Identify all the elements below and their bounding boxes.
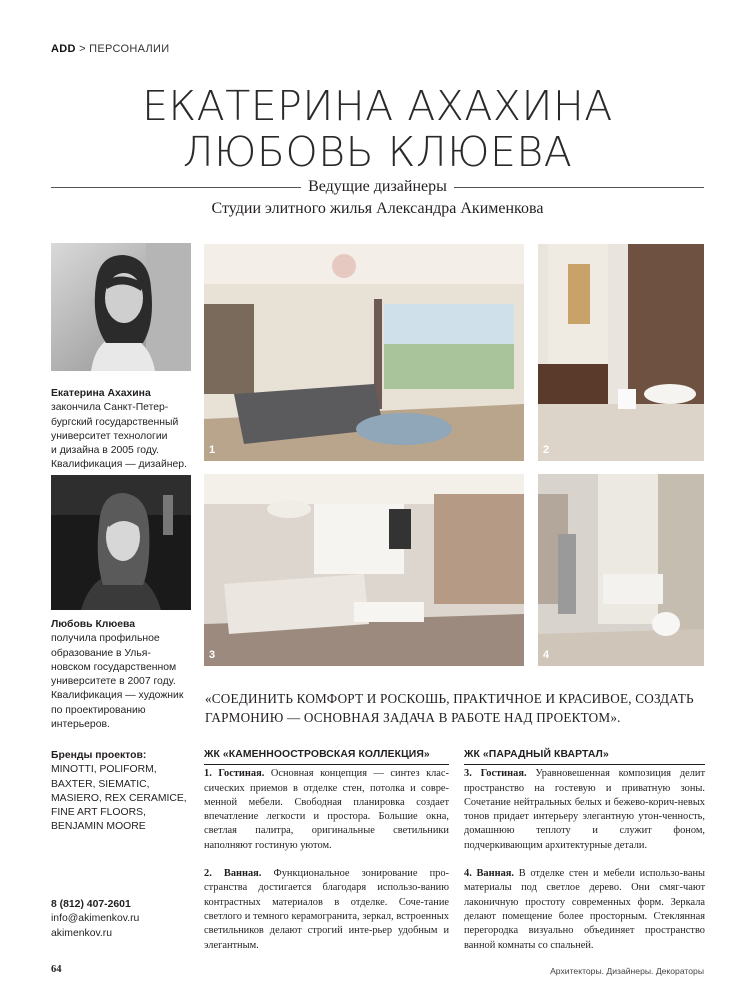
paragraph-lead: 4. Ванная. [464,868,515,880]
designer-name: Екатерина Ахахина [51,388,151,399]
photo-number: 3 [209,649,216,661]
brands-line: MINOTTI, POLIFORM, [51,764,157,776]
photo-number: 4 [543,649,550,661]
paragraph-lead: 3. Гостиная. [464,768,527,780]
subtitle-line-1: Ведущие дизайнеры [0,178,755,196]
brands-line: FINE ART FLOORS, [51,807,146,819]
project-paragraph [464,867,705,953]
project-photo-3 [204,474,524,666]
paragraph-text: Основная концепция — синтез клас-сических приемов в отделке стен, потолка и совре-менной мебели. Свободная планировка создает впечатление легкости и простора. Большие окна, светлая палитра, оригинальные светильники наполняют гостиную уютом. [204,768,449,851]
bio-line: бургский государственный [51,416,179,428]
portrait-ekaterina-akhakhina [51,243,191,371]
paragraph-text: Уравновешенная композиция делит пространство на гостевую и приватную зоны. Сочетание нейтральных белых и бежево-корич-невых тонов придает интерьеру элегантную утон-ченность, домашнюю теплоту и служит фоном, подчеркивающим архитектурные детали. [464,768,706,851]
brands-line: BENJAMIN MOORE [51,821,146,833]
section-name: > ПЕРСОНАЛИИ [75,43,170,55]
publication-name: Архитекторы. Дизайнеры. Декораторы [550,966,704,976]
living-room-image [204,474,524,666]
bio-line: Квалификация — художник [51,690,184,702]
bio-line: закончила Санкт-Петер- [51,402,169,414]
designer-name: Любовь Клюева [51,619,136,630]
bathroom-image [538,474,704,666]
bathroom-image [538,244,704,461]
paragraph-text: В отделке стен и мебели использо-ваны материалы под светлое дерево. Они смяг-чают лаконичную простоту современных форм. Зеркала делают помещение более просторным. Стеклянная перегородка визуально объединяет пространство ванной комнаты со спальней. [464,868,705,951]
living-room-image [204,244,524,461]
project-column-kamennoostrovskaya [204,748,449,967]
bio-line: университете в 2007 году. [51,676,176,688]
bio-line: Квалификация — дизайнер. [51,459,187,471]
project-paragraph [204,867,449,953]
project-heading: ЖК «ПАРАДНЫЙ КВАРТАЛ» [464,749,609,760]
photo-number: 1 [209,444,216,456]
project-paragraph [204,767,449,853]
project-column-paradny-kvartal [464,748,705,967]
project-photo-1 [204,244,524,461]
project-brands [51,749,191,835]
quote-line: ГАРМОНИЮ — ОСНОВНАЯ ЗАДАЧА В РАБОТЕ НАД ПРОЕКТОМ». [205,710,621,725]
quote-line: «СОЕДИНИТЬ КОМФОРТ И РОСКОШЬ, ПРАКТИЧНОЕ И КРАСИВОЕ, СОЗДАТЬ [205,691,694,706]
contact-phone: 8 (812) 407-2601 [51,899,131,910]
bio-line: интерьеров. [51,719,110,731]
bio-line: по проектированию [51,704,146,716]
bio-line: получила профильное [51,633,160,645]
page-title-line-2: ЛЮБОВЬ КЛЮЕВА [182,128,573,176]
section-breadcrumb [51,43,169,55]
bio-line: новском государственном [51,661,177,673]
project-photo-2 [538,244,704,461]
magazine-brand: ADD [51,43,76,55]
portrait-image [51,243,191,371]
brands-line: BAXTER, SIEMATIC, [51,778,150,790]
project-heading: ЖК «КАМЕННООСТРОВСКАЯ КОЛЛЕКЦИЯ» [204,749,430,760]
pull-quote [205,689,705,727]
paragraph-lead: 2. Ванная. [204,868,262,880]
portrait-image [51,475,191,610]
bio-line: образование в Улья- [51,647,151,659]
bio-ekaterina-akhakhina [51,387,191,473]
page-number: 64 [51,964,62,975]
contacts [51,898,139,941]
portrait-lyubov-klyueva [51,475,191,610]
paragraph-lead: 1. Гостиная. [204,768,265,780]
page-title-line-1: ЕКАТЕРИНА АХАХИНА [142,82,613,130]
bio-line: университет технологии [51,430,168,442]
contact-website[interactable]: akimenkov.ru [51,927,113,939]
heading-rule [204,764,449,765]
subtitle-line-2: Студии элитного жилья Александра Акименкова [211,200,544,217]
bio-line: и дизайна в 2005 году. [51,445,159,457]
project-paragraph [464,767,705,853]
contact-email[interactable]: info@akimenkov.ru [51,913,140,925]
photo-number: 2 [543,444,550,456]
brands-line: MASIERO, REX CERAMICE, [51,792,187,804]
bio-lyubov-klyueva [51,618,191,732]
project-photo-4 [538,474,704,666]
paragraph-text: Функциональное зонирование про-странства достигается благодаря использо-ванию контрастных материалов в отделке. Соче-тание светлого и темного керамогранита, зеркал, встроенных светильников делают строгий инте-рьер удобным и элегантным. [204,868,449,951]
brands-heading: Бренды проектов: [51,750,147,761]
heading-rule [464,764,705,765]
